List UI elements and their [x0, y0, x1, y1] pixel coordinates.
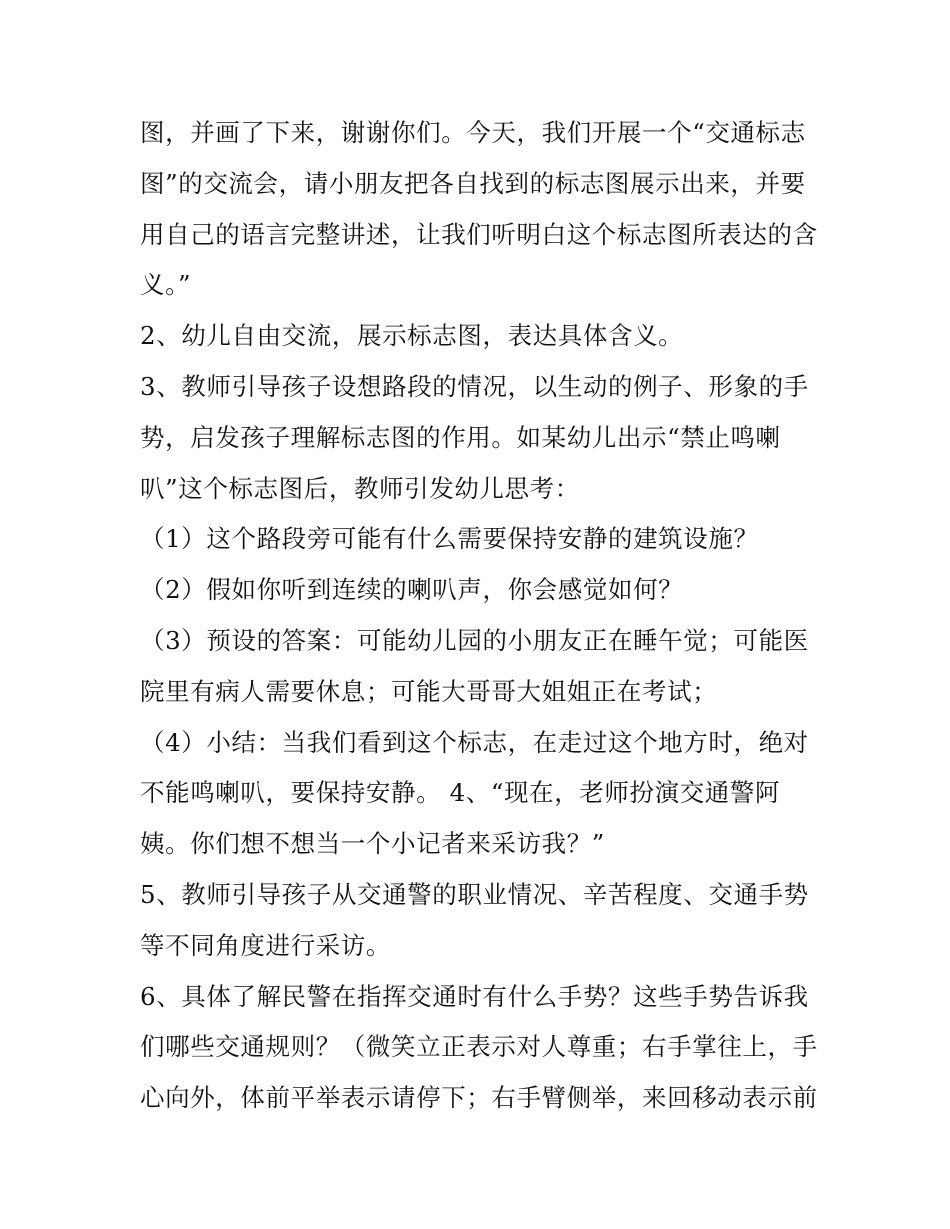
text-line: 势，启发孩子理解标志图的作用。如某幼儿出示“禁止鸣喇: [140, 422, 781, 452]
text-line: 叭”这个标志图后，教师引发幼儿思考：: [140, 473, 580, 503]
text-line: 5、教师引导孩子从交通警的职业情况、辛苦程度、交通手势: [140, 879, 809, 909]
text-line: 图，并画了下来，谢谢你们。今天，我们开展一个“交通标志: [140, 118, 806, 147]
text-line: 义。”: [140, 270, 192, 300]
text-line: 6、具体了解民警在指挥交通时有什么手势？这些手势告诉我: [140, 981, 809, 1011]
text-line: 2、幼儿自由交流，展示标志图，表达具体含义。: [140, 321, 684, 351]
text-line: 等不同角度进行采访。: [140, 930, 391, 960]
text-line: 图”的交流会，请小朋友把各自找到的标志图展示出来，并要: [140, 168, 806, 198]
body-text: [140, 108, 830, 1124]
text-line: 院里有病人需要休息；可能大哥哥大姐姐正在考试；: [140, 676, 718, 706]
text-line: 3、教师引导孩子设想路段的情况，以生动的例子、形象的手: [140, 371, 809, 401]
text-line: 姨。你们想不想当一个小记者来采访我？”: [140, 829, 605, 859]
text-line: （1）这个路段旁可能有什么需要保持安静的建筑设施？: [140, 524, 759, 554]
text-line: 们哪些交通规则？（微笑立正表示对人尊重；右手掌往上，手: [140, 1032, 818, 1062]
text-line: （4）小结：当我们看到这个标志，在走过这个地方时，绝对: [140, 727, 809, 757]
text-line: 用自己的语言完整讲述，让我们听明白这个标志图所表达的含: [140, 219, 818, 249]
text-line: （2）假如你听到连续的喇叭声，你会感觉如何？: [140, 575, 684, 605]
text-line: 不能鸣喇叭，要保持安静。 4、“现在，老师扮演交通警阿: [140, 778, 781, 808]
text-line: （3）预设的答案：可能幼儿园的小朋友正在睡午觉；可能医: [140, 625, 809, 655]
text-line: 心向外，体前平举表示请停下；右手臂侧举，来回移动表示前: [140, 1083, 818, 1113]
